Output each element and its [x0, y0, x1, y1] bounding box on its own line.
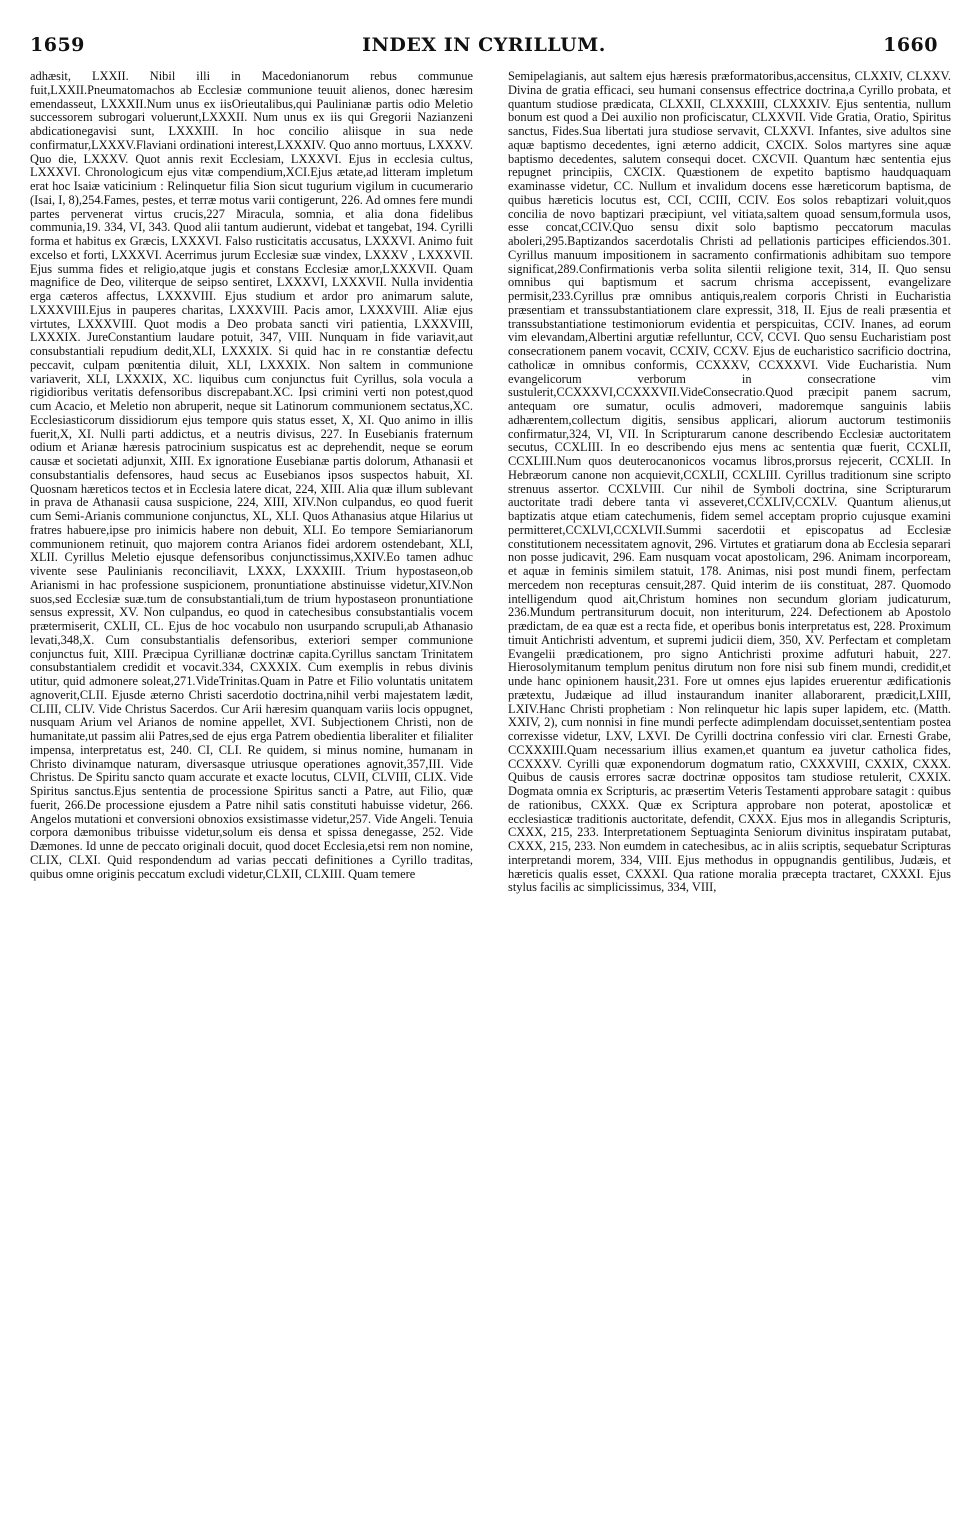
right-column-text: Semipelagianis, aut saltem ejus hæresis præformatoribus,accensitus, CLXXIV, CLXXV. Divina de gratia efficaci, seu humani consensus effectrice doctrina,a Cyrillo probata, et quantum studiose prædicata, CLXXII, CLXXXIII, CLXXXIV. Ejus sententia, nullum bonum est quod a Dei auxilio non proficiscatur, CLXXVII. Vide Gratia, Oratio, Spiritus sanctus, Fides.Sua libertati jura studiose servavit, CLXXVI. Infantes, sive adultos sine aquæ baptismo decedentes, igni æterno addicit, CXCIX. Solos martyres sine aquæ baptismo decedentes, salutem consequi docet. CXCVII. Quantum hæc sententia ejus repugnet principiis, CXCIX. Quæstionem de expetito baptismo haudquaquam examinasse videtur, CC. Nullum et invalidum docens esse hæreticorum baptisma, de quibus hæreticis locutus est, CCI, CCIII, CCIV. Eos solos rebaptizari voluit,quos concilia de novo baptizari præcipiunt, vel vitiata,saltem quoad sensum,formula usos, esse concat,CCIV.Quo sensu dixit solo baptismo peccatorum maculas aboleri,295.Baptizandos sacerdotalis Christi ad pellationis participes efficiendos.301. Cyrillus manuum impositionem in sacramento confirmationis adhibitam suo tempore significat,289.Confirmationis verba solita silentii religione texit, 314, II. Quo sensu omnibus qui baptismum et sacrum chrisma accepissent, evangelizare permisit,233.Cyrillus præ omnibus antiquis,realem corporis Christi in Eucharistia præsentiam et transsubstantiationem clare expressit, 318, II. Ejus de reali præsentia et transsubstantiatione testimoniorum evidentia et perspicuitas, CCIV. Inanes, ad eorum vim elevandam,Albertini argutiæ refelluntur, CCV, CCVI. Quo sensu Eucharistiam post consecrationem panem vocavit, CCXIV, CCXV. Ejus de eucharistico sacrificio doctrina, catholicæ in omnibus conformis, CCXXXV, CCXXXVI. Vide Eucharistia. Num evangelicorum verborum in consecratione vim sustulerit,CCXXXVI,CCXXXVII.VideConsecratio.Quod præcipit panem sacrum, antequam ore sumatur, oculis admoveri, madoremque sanguinis labiis adhærentem,collectum digitis, sensibus applicari, aliorum auctorum testimoniis confirmatur,324, VI, VII. In Scripturarum canone describendo Ecclesiæ auctoritatem secutus, CCXLIII. In eo describendo ejus mens ac sententia quæ fuerit, CCXLII, CCXLIII.Num quos deuterocanonicos vocamus libros,prorsus rejecerit, CCXLII. In Hebræorum canone non acquievit,CCXLII, CCXLIII. Cyrillus traditionum sine scripto strenuus assertor. CCXLVIII. Cur nihil de Symboli doctrina, sine Scripturarum auctoritate tradi debere tanta vi asseveret,CCXLIV,CCXLV. Quantum alienus,ut baptizatis atque etiam catechumenis, fidem semel acceptam proprio cujusque examini permitteret,CCXLVI,CCXLVII.Summi sacerdotii et episcopatus ad Ecclesiæ constitutionem necessitatem agnovit, 296. Virtutes et gratiarum dona ab Ecclesia separari non posse judicavit, 296. Eam nusquam vocat apostolicam, 296. Animam incorpoream, et aquæ in feminis similem statuit, 178. Animas, nisi post mundi finem, perfectam mercedem non recepturas censuit,287. Quid interim de iis constituat, 287. Quomodo intelligendum quod ait,Christum homines non secundum gloriam judicaturum, 236.Mundum pertransiturum docuit, non interiturum, 224. Defectionem ab Apostolo prædictam, de ea quæ est a recta fide, et operibus bonis interpretatus est, 228. Proximum timuit Antichristi adventum, et supremi judicii diem, 350, XV. Perfectam et completam Evangelii prædicationem, pro signo Antichristi proxime adfuturi habuit, 227. Hierosolymitanum templum penitus dirutum non fore nisi sub finem mundi, credidit,et unde hanc opinionem hausit,231. Fore ut omnes ejus lapides eruerentur ædificationis prætextu, Judæique ad illud instaurandum inaniter allaborarent, prædicit,LXIII, LXIV.Hanc Christi prophetiam : Non relinquetur hic lapis super lapidem, etc. (Matth. XXIV, 2), cum nonnisi in fine mundi perfecte adimplendam docuisset,sententiam postea correxisse videtur, LXV, LXVI. De Cyrilli doctrina confessio viri clar. Ernesti Grabe, CCXXXIII.Quam necessarium illius examen,et quantum ea juvetur catholica fides, CCXXXV. Cyrilli quæ exponendorum dogmatum ratio, CXXXVIII, CXXIX, CXXX. Quibus de causis errores sacræ doctrinæ oppositos tam studiose retulerit, CXXIX. Dogmata omnia ex Scripturis, ac præsertim Veteris Testamenti approbare satagit : quibus de rationibus, CXXX. Quæ ex Scriptura approbare non poterat, apostolicæ et ecclesiasticæ traditionis auctoritate, defendit, CXXX. Ejus mos in allegandis Scripturis, CXXX, 215, 233. Interpretationem Septuaginta Seniorum divinitus inspiratam putabat, CXXX, 215, 233. Non eumdem in catechesibus, ac in aliis scriptis, sequebatur Scripturas interpretandi morem, 334, VIII. Ejus methodus in oppugnandis gentilibus, Judæis, et hæreticis qualis esset, CXXXI. Qua ratione moralia præcepta tractaret, CXXXI. Ejus stylus facilis ac simplicissimus, 334, VIII, [508, 70, 951, 895]
page-header [30, 34, 938, 60]
left-column-text: adhæsit, LXXII. Nibil illi in Macedonianorum rebus communue fuit,LXXII.Pneumatomachos ab Ecclesiæ communione teuuit alienos, donec hæresim emendasseut, LXXXII.Num unus ex iisOrieutalibus,qui Paulinianæ partis odio Meletio successorem subrogari voluerunt,LXXXII. Num unus ex iis qui Gregorii Nazianzeni abdicationegavisi sunt, LXXXIII. In hoc concilio aliisque in sua nede confirmatur,LXXXV.Flaviani ordinationi interest,LXXXIV. Quo anno mortuus, LXXXV. Quo die, LXXXV. Quot annis rexit Ecclesiam, LXXXVI. Ejus in ecclesia cultus, LXXXVI. Chronologicum ejus vitæ compendium,XCI.Ejus ætate,ad litteram impletum erat hoc Isaiæ vaticinium : Relinquetur filia Sion sicut tugurium vigilum in cucumerario (Isai, I, 8),254.Fames, pestes, et terræ motus varii contigerunt, 226. Ad omnes fere mundi partes pervenerat virtus crucis,227 Miracula, somnia, et alia dona fidelibus communia,19. 334, VI, 343. Quod alii tantum audierunt, videbat et tangebat, 194. Cyrilli forma et habitus ex Græcis, LXXXVI. Falso rusticitatis accusatus, LXXXVI. Animo fuit excelso et forti, LXXXVI. Acerrimus jurum Ecclesiæ suæ vindex, LXXXV , LXXXVII. Ejus summa fides et religio,atque jugis et constans Ecclesiæ amor,LXXXVII. Quam magnifice de Deo, viliterque de seipso sentiret, LXXXVI, LXXXVII. Nulla invidentia erga cæteros affectus, LXXXVIII. Ejus studium et ardor pro animarum salute, LXXXVIII.Ejus in pauperes charitas, LXXXVIII. Pacis amor, LXXXVIII. Aliæ ejus virtutes, LXXXVIII. Quot modis a Deo probata sancti viri patientia, LXXXVIII, LXXXIX. JureConstantium laudare potuit, 347, VIII. Nunquam in fide variavit,aut consubstantiali repudium dedit,XLI, LXXXIX. Si quid hac in re constantiæ defectu peccavit, culpam pœnitentia diluit, XLI, LXXXIX. Non saltem in communione variaverit, XLI, LXXXIX, XC. liquibus cum conjunctus fuit Cyrillus, sola vocula a rigidioribus veritatis defensoribus discrepabant.XC. Ipsi crimini verti non potest,quod cum Acacio, et Meletio non abruperit, neque sit Latinorum communionem sectatus,XC. Ecclesiasticorum dissidiorum ejus tempore quis status esset, X, XI. Quo animo in illis fuerit,X, XI. Nulli parti addictus, et a neutris divisus, 227. In Eusebianis fraternum odium et Arianæ hæresis patrocinium suspicatus est ac deprehendit, neque se eorum causæ et societati adjunxit, XIII. Ex ignoratione Eusebianæ partis dolorum, Athanasii et consubstantialis defensores, haud secus ac Eusebianos ipsos suspectos habuit, XI. Quosnam hæreticos tectos et in Ecclesia latere dicat, 224, XIII. Alia quæ illum sublevant in prava de Athanasii causa suspicione, 224, XIII, XIV.Non culpandus, eo quod fuerit cum Semi-Arianis communione conjunctus, XL, XLI. Quos Athanasius atque Hilarius ut fratres habuere,ipse pro inimicis habere non debuit, XLI. Eo tempore Semiarianorum communionem retinuit, quo majorem contra Arianos fidei ardorem ostendebant, XLI, XLII. Cyrillus Meletio ejusque defensoribus conjunctissimus,XXIV.Eo tamen adhuc vivente sese Paulinianis reconciliavit, LXXX, LXXXIII. Trium hypostaseon,ob Arianismi in hac professione suspicionem, pronuntiatione abstinuisse videtur,XIV.Non suos,sed Ecclesiæ suæ.tum de consubstantiali,tum de trium hypostaseon pronuntiatione sensus expressit, XV. Non culpandus, eo quod in catechesibus consubstantialis vocem prætermiserit, CXLII, CL. Ejus de hoc vocabulo non usurpando scrupuli,ab Athanasio levati,348,X. Cum consubstantialis defensoribus, exteriori semper communione conjunctus fuit, XIII. Præcipua Cyrillianæ doctrinæ capita.Cyrillus sanctam Trinitatem consubstantialem credidit et vocavit.334, CXXXIX. Cum exemplis in rebus divinis utitur, quid admonere soleat,271.VideTrinitas.Quam in Patre et Filio voluntatis unitatem agnoverit,CLII. Ejusde æterno Christi sacerdotio doctrina,nihil verbi majestatem lædit, CLIII, CLIV. Vide Christus Sacerdos. Cur Arii hæresim quanquam variis locis oppugnet, nusquam Arium vel Arianos de nomine appellet, XVI. Subjectionem Christi, non de humanitate,ut passim alii Patres,sed de ejus erga Patrem obedientia liberaliter et filialiter impensa, interpretatus est, 240. CI, CLI. Re quidem, si minus nomine, humanam in Christo divinamque naturam, diversasque utriusque operationes agnovit,357,III. Vide Christus. De Spiritu sancto quam accurate et exacte locutus, CLVII, CLVIII, CLIX. Vide Spiritus sanctus.Ejus sententia de processione Spiritus sancti a Patre, aut Filio, quæ fuerit, 266.De processione ejusdem a Patre nihil satis constituti habuisse videtur, 266. Angelos mutationi et conversioni obnoxios exsistimasse videtur,257. Vide Angeli. Tenuia corpora dæmonibus tribuisse videtur,solum eis densa et spissa denegasse, 252. Vide Dæmones. Id unne de peccato originali docuit, quod docet Ecclesia,etsi rem non nomine, CLIX, CLXI. Quid respondendum ad varias peccati definitiones a Cyrillo traditas, quibus omne originis peccatum excludi videtur,CLXII, CLXIII. Quam temere [30, 70, 473, 881]
running-title: INDEX IN CYRILLUM. [362, 34, 606, 56]
page-number-left: 1659 [30, 34, 85, 56]
right-column [508, 70, 951, 1510]
left-column [30, 70, 473, 1510]
page-number-right: 1660 [883, 34, 938, 56]
